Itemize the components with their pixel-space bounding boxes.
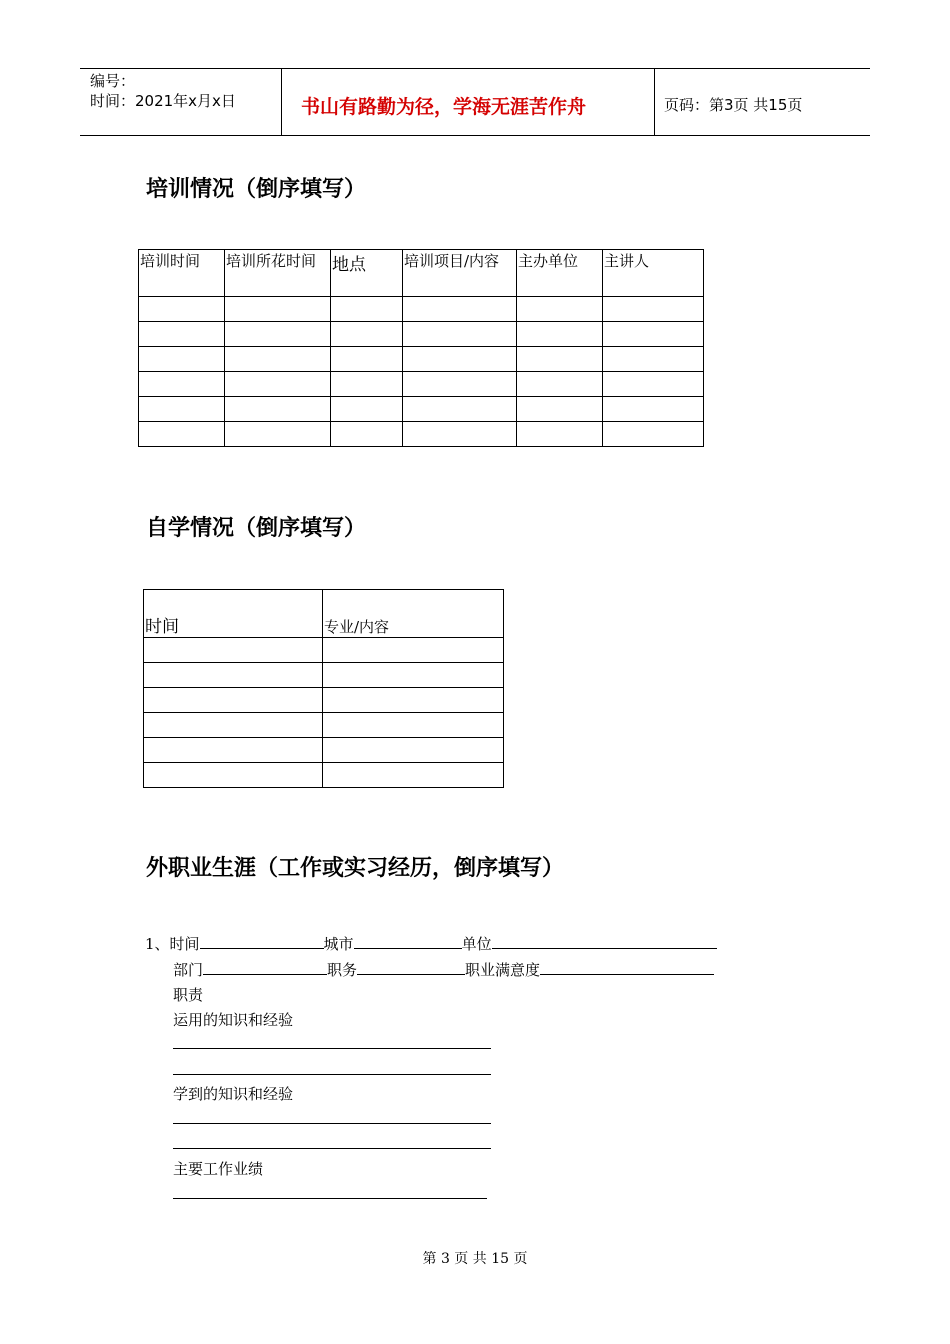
satisfaction-blank[interactable] [540,960,714,975]
table-cell[interactable] [323,713,504,738]
table-row [144,763,504,788]
table-cell[interactable] [603,372,704,397]
table-cell[interactable] [517,372,603,397]
table-cell[interactable] [225,347,331,372]
table-cell[interactable] [403,397,517,422]
table-cell[interactable] [403,372,517,397]
training-section-title: 培训情况（倒序填写） [146,177,367,202]
table-cell[interactable] [139,372,225,397]
table-cell[interactable] [323,763,504,788]
training-col-speaker: 主讲人 [603,250,704,297]
table-cell[interactable] [331,422,403,447]
table-cell[interactable] [144,663,323,688]
career-entry-line-2 [173,959,714,980]
table-row [144,738,504,763]
table-cell[interactable] [331,372,403,397]
table-cell[interactable] [517,347,603,372]
unit-blank[interactable] [492,934,717,949]
table-row [139,372,704,397]
time-blank[interactable] [200,934,324,949]
self-study-table [143,589,504,788]
achievements-label: 主要工作业绩 [173,1160,264,1178]
table-cell[interactable] [323,738,504,763]
time-label: 1、时间 [145,935,200,953]
dept-label: 部门 [173,961,204,979]
table-cell[interactable] [139,422,225,447]
self-study-col-content: 专业/内容 [323,590,504,638]
table-cell[interactable] [139,397,225,422]
table-cell[interactable] [403,297,517,322]
table-cell[interactable] [403,422,517,447]
training-col-duration: 培训所花时间 [225,250,331,297]
training-col-time: 培训时间 [139,250,225,297]
city-label: 城市 [323,935,354,953]
applied-knowledge-line-1[interactable] [173,1048,491,1049]
self-study-col-time: 时间 [144,590,323,638]
table-cell[interactable] [603,347,704,372]
table-cell[interactable] [331,297,403,322]
self-study-table-header [144,590,504,638]
table-cell[interactable] [603,322,704,347]
table-cell[interactable] [323,638,504,663]
table-cell[interactable] [331,347,403,372]
table-cell[interactable] [323,663,504,688]
training-table [138,249,704,447]
unit-label: 单位 [461,935,492,953]
training-col-location: 地点 [331,250,403,297]
table-cell[interactable] [603,397,704,422]
table-cell[interactable] [144,688,323,713]
table-row [144,638,504,663]
header-motto: 书山有路勤为径，学海无涯苦作舟 [301,96,587,118]
doc-number-label: 编号： [90,72,136,90]
career-section-title: 外职业生涯（工作或实习经历，倒序填写） [146,856,565,881]
city-blank[interactable] [354,934,462,949]
header-divider-left [281,69,282,136]
header-divider-right [654,69,655,136]
table-cell[interactable] [225,422,331,447]
training-table-header [139,250,704,297]
table-cell[interactable] [144,713,323,738]
applied-knowledge-line-2[interactable] [173,1074,491,1075]
table-cell[interactable] [139,297,225,322]
table-cell[interactable] [225,322,331,347]
training-col-project: 培训项目/内容 [403,250,517,297]
header-bottom-rule [80,135,870,136]
table-row [139,322,704,347]
satisfaction-label: 职业满意度 [465,961,541,979]
table-cell[interactable] [323,688,504,713]
table-row [139,397,704,422]
table-row [139,347,704,372]
learned-knowledge-line-2[interactable] [173,1148,491,1149]
table-cell[interactable] [517,422,603,447]
table-row [144,663,504,688]
table-cell[interactable] [403,347,517,372]
table-cell[interactable] [517,322,603,347]
applied-knowledge-label: 运用的知识和经验 [173,1011,294,1029]
table-cell[interactable] [225,297,331,322]
table-cell[interactable] [225,372,331,397]
table-row [139,297,704,322]
table-row [139,422,704,447]
table-cell[interactable] [331,322,403,347]
table-cell[interactable] [225,397,331,422]
header-page-info: 页码：第3页 共15页 [664,96,803,114]
career-entry-line-1 [145,933,717,954]
dept-blank[interactable] [203,960,327,975]
table-cell[interactable] [144,738,323,763]
learned-knowledge-label: 学到的知识和经验 [173,1085,294,1103]
table-cell[interactable] [403,322,517,347]
table-cell[interactable] [517,397,603,422]
table-cell[interactable] [144,638,323,663]
table-cell[interactable] [517,297,603,322]
training-col-organizer: 主办单位 [517,250,603,297]
learned-knowledge-line-1[interactable] [173,1123,491,1124]
page-footer: 第 3 页 共 15 页 [422,1251,528,1267]
table-cell[interactable] [603,297,704,322]
table-row [144,713,504,738]
table-cell[interactable] [139,347,225,372]
duty-label: 职责 [173,986,204,1004]
self-study-section-title: 自学情况（倒序填写） [146,516,367,541]
doc-date-label: 时间：2021年x月x日 [90,92,236,110]
header-top-rule [80,68,870,69]
table-cell[interactable] [144,763,323,788]
achievements-line-1[interactable] [173,1198,487,1199]
table-cell[interactable] [603,422,704,447]
position-label: 职务 [327,961,358,979]
table-row [144,688,504,713]
table-cell[interactable] [139,322,225,347]
table-cell[interactable] [331,397,403,422]
position-blank[interactable] [357,960,465,975]
